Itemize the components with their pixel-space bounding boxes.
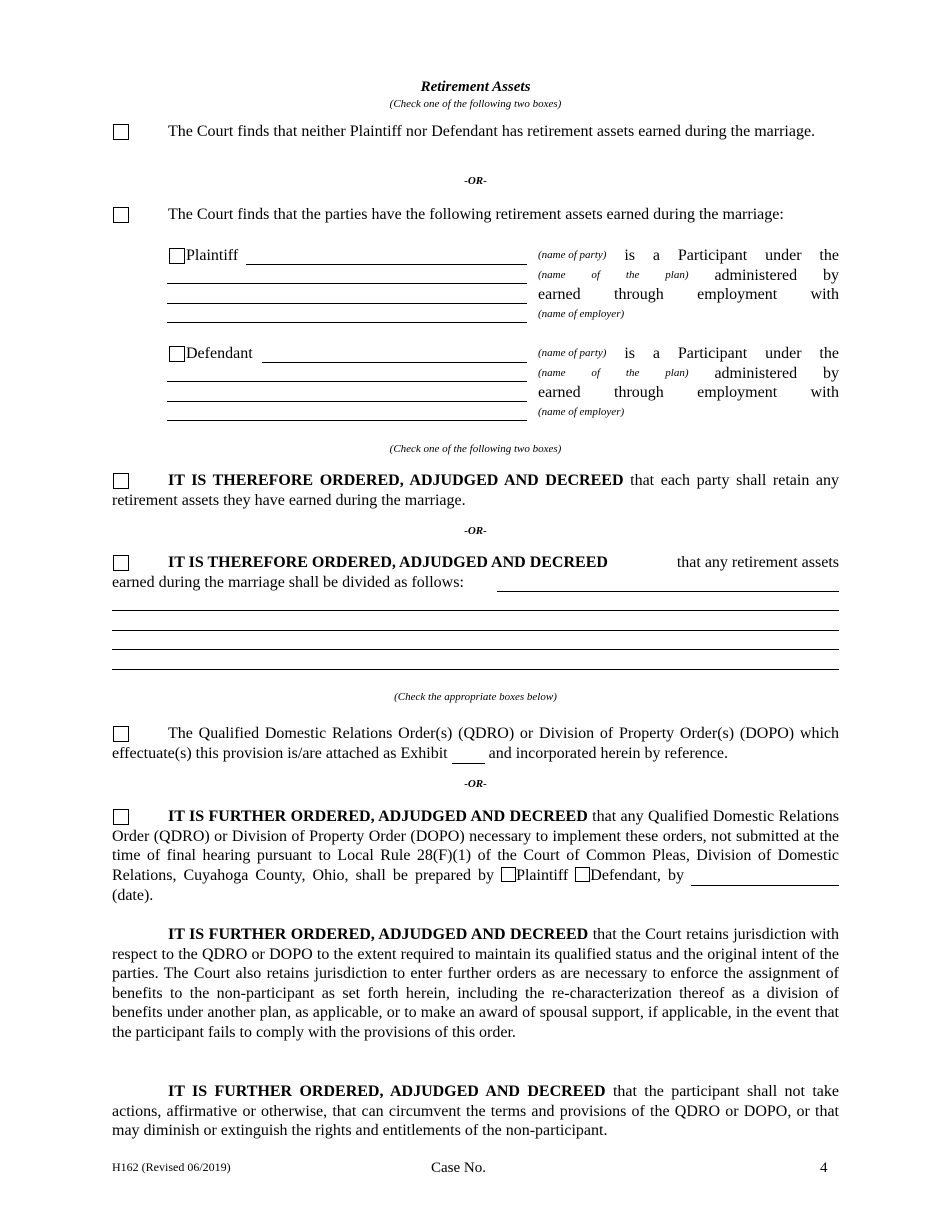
division-terms-line[interactable] xyxy=(112,630,839,631)
qdro-attached-text-end: and incorporated herein by reference. xyxy=(488,744,729,762)
jurisdiction-text: that the Court retains jurisdiction with respect to the QDRO or DOPO to the extent required to maintain its qualified status and the original intent of the parties. The Court also retains jurisdiction to enter further orders as are necessary to enforce the assignment of benefits to the non-participant as set forth herein, including the re-characterization thereof as a division of benefits under another plan, as applicable, or to make an award of spousal support, if applicable, in the event that the participant fails to comply with the provisions of this order. xyxy=(112,926,839,1041)
division-terms-line[interactable] xyxy=(112,610,839,611)
word: a xyxy=(652,247,660,264)
jurisdiction-paragraph xyxy=(112,925,839,1043)
instruction-note: (Check the appropriate boxes below) xyxy=(394,691,557,703)
word: is xyxy=(624,345,635,362)
qdro-prepare-text: that any Qualified Domestic Relations Order (QDRO) or Division of Property Order (DOPO) necessary to implement these orders, not submitted at the time of final hearing pursuant to Local Rule 28(F)(1) of the Court of Common Pleas, Division of Domestic Relations, Cuyahoga County, Ohio, shall be prepared by xyxy=(112,808,839,884)
plaintiff-description xyxy=(538,246,839,324)
name-of-party-label: (name of party) xyxy=(538,347,607,359)
word: is xyxy=(624,247,635,264)
further-ordered-heading: IT IS FURTHER ORDERED, ADJUDGED AND DECREED xyxy=(168,1083,606,1100)
circumvent-paragraph xyxy=(112,1082,839,1141)
exhibit-blank[interactable] xyxy=(452,744,485,765)
retain-assets-paragraph xyxy=(112,471,839,510)
further-ordered-heading: IT IS FURTHER ORDERED, ADJUDGED AND DECREED xyxy=(168,926,589,943)
word: administered xyxy=(714,266,798,284)
plaintiff-name-line[interactable] xyxy=(246,264,527,265)
form-id: H162 (Revised 06/2019) xyxy=(112,1160,231,1174)
page-number: 4 xyxy=(820,1160,828,1176)
word: under xyxy=(765,247,802,264)
or-separator: -OR- xyxy=(464,175,487,187)
defendant-employer-line[interactable] xyxy=(167,420,527,421)
word: through xyxy=(614,384,664,402)
case-no-label: Case No. xyxy=(431,1160,486,1176)
prepare-defendant-label: Defendant, xyxy=(590,866,661,884)
name-of-party-label: (name of party) xyxy=(538,249,607,261)
word: of xyxy=(591,268,600,281)
word: with xyxy=(810,384,839,402)
instruction-note: (Check one of the following two boxes) xyxy=(389,98,562,110)
defendant-description xyxy=(538,344,839,422)
word: administered xyxy=(714,364,798,382)
word: under xyxy=(765,345,802,362)
name-of-employer-label: (name of employer) xyxy=(538,307,625,320)
plaintiff-employer-line[interactable] xyxy=(167,322,527,323)
or-separator: -OR- xyxy=(464,525,487,537)
word: the xyxy=(819,345,839,362)
word: Participant xyxy=(677,345,748,362)
division-terms-line[interactable] xyxy=(497,591,839,592)
word: earned xyxy=(538,286,581,304)
qdro-attached-paragraph xyxy=(112,724,839,764)
word: a xyxy=(652,345,660,362)
ordered-heading: IT IS THEREFORE ORDERED, ADJUDGED AND DECREED xyxy=(168,472,624,489)
word: plan) xyxy=(665,268,689,281)
or-separator: -OR- xyxy=(464,778,487,790)
further-ordered-heading: IT IS FURTHER ORDERED, ADJUDGED AND DECREED xyxy=(168,808,588,825)
division-terms-line[interactable] xyxy=(112,649,839,650)
word: the xyxy=(625,268,640,281)
plaintiff-participant-checkbox[interactable] xyxy=(169,248,185,264)
word: earned xyxy=(538,384,581,402)
word: employment xyxy=(697,384,778,402)
section-title: Retirement Assets xyxy=(420,79,531,95)
document-page xyxy=(112,0,839,1230)
instruction-note: (Check one of the following two boxes) xyxy=(389,443,562,455)
defendant-administrator-line[interactable] xyxy=(167,401,527,402)
word: employment xyxy=(697,286,778,304)
word: of xyxy=(591,366,600,379)
plaintiff-label: Plaintiff xyxy=(186,247,239,264)
by-label: by xyxy=(668,866,684,884)
division-terms-line[interactable] xyxy=(112,669,839,670)
neither-party-text: The Court finds that neither Plaintiff nor Defendant has retirement assets earned during the marriage. xyxy=(168,123,816,140)
circumvent-text: that the participant shall not take actions, affirmative or otherwise, that can circumvent the terms and provisions of the QDRO or DOPO, or that may diminish or extinguish the rights and entitlements of the non-participant. xyxy=(112,1083,839,1140)
word: Participant xyxy=(677,247,748,264)
defendant-name-line[interactable] xyxy=(262,362,527,363)
prepare-plaintiff-checkbox[interactable] xyxy=(501,867,516,882)
prepare-plaintiff-label: Plaintiff xyxy=(516,866,569,884)
word: the xyxy=(625,366,640,379)
ordered-heading: IT IS THEREFORE ORDERED, ADJUDGED AND DECREED xyxy=(168,554,608,571)
word: plan) xyxy=(665,366,689,379)
plaintiff-administrator-line[interactable] xyxy=(167,303,527,304)
qdro-attached-text: The Qualified Domestic Relations Order(s) (QDRO) or Division of Property Order(s) (DOPO) which effectuate(s) this provision is/are attached as Exhibit xyxy=(112,725,839,762)
defendant-plan-line[interactable] xyxy=(167,381,527,382)
date-label: (date). xyxy=(112,887,154,905)
word: with xyxy=(810,286,839,304)
name-of-employer-label: (name of employer) xyxy=(538,405,625,418)
word: through xyxy=(614,286,664,304)
have-assets-checkbox[interactable] xyxy=(113,207,129,223)
prepare-defendant-checkbox[interactable] xyxy=(575,867,590,882)
defendant-label: Defendant xyxy=(186,345,253,362)
divide-text: that any retirement assets xyxy=(676,554,839,571)
word: by xyxy=(823,364,839,382)
qdro-prepare-paragraph xyxy=(112,807,839,906)
plaintiff-plan-line[interactable] xyxy=(167,283,527,284)
word: by xyxy=(823,266,839,284)
word: (name xyxy=(538,366,566,379)
retain-text: that each party shall retain any retirement assets they have earned during the marriage. xyxy=(112,472,840,509)
prepare-date-blank[interactable] xyxy=(691,866,839,887)
divide-assets-line1 xyxy=(168,553,839,573)
word: (name xyxy=(538,268,566,281)
word: the xyxy=(819,247,839,264)
have-assets-text: The Court finds that the parties have the following retirement assets earned during the marriage: xyxy=(168,206,784,223)
divide-assets-checkbox[interactable] xyxy=(113,555,129,571)
divide-assets-line2: earned during the marriage shall be divided as follows: xyxy=(112,574,464,591)
defendant-participant-checkbox[interactable] xyxy=(169,346,185,362)
